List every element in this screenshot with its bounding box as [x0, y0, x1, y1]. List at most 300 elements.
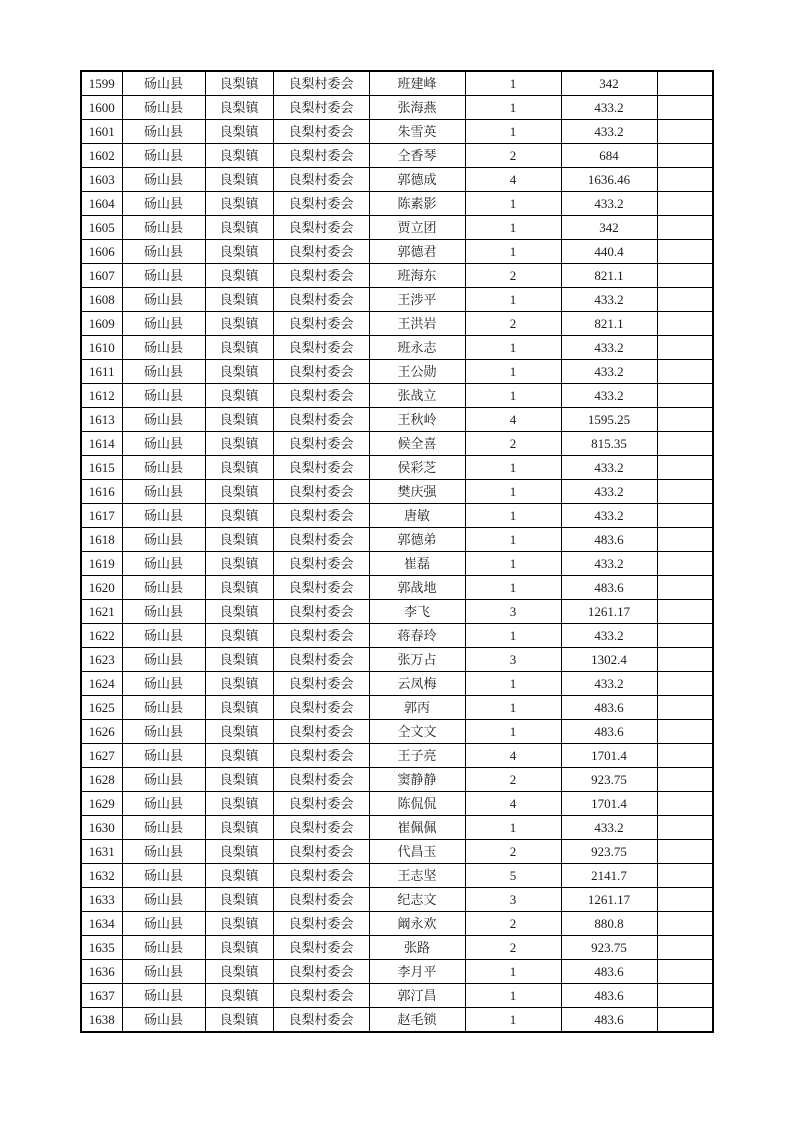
cell-town: 良梨镇 [205, 600, 273, 624]
cell-village-committee: 良梨村委会 [273, 888, 369, 912]
cell-county: 砀山县 [122, 600, 205, 624]
cell-person-name: 郭德弟 [369, 528, 465, 552]
cell-person-name: 郭战地 [369, 576, 465, 600]
cell-remark [657, 984, 713, 1008]
cell-count: 5 [465, 864, 561, 888]
cell-person-name: 崔佩佩 [369, 816, 465, 840]
cell-town: 良梨镇 [205, 720, 273, 744]
cell-remark [657, 816, 713, 840]
cell-person-name: 郭德君 [369, 240, 465, 264]
cell-remark [657, 360, 713, 384]
cell-village-committee: 良梨村委会 [273, 648, 369, 672]
cell-person-name: 云凤梅 [369, 672, 465, 696]
table-row [81, 71, 713, 96]
cell-amount: 433.2 [561, 336, 657, 360]
cell-village-committee: 良梨村委会 [273, 120, 369, 144]
cell-town: 良梨镇 [205, 696, 273, 720]
cell-amount: 433.2 [561, 192, 657, 216]
cell-town: 良梨镇 [205, 744, 273, 768]
cell-count: 1 [465, 960, 561, 984]
cell-person-name: 班永志 [369, 336, 465, 360]
cell-amount: 433.2 [561, 504, 657, 528]
cell-amount: 483.6 [561, 960, 657, 984]
cell-person-name: 王公勋 [369, 360, 465, 384]
cell-count: 1 [465, 720, 561, 744]
cell-county: 砀山县 [122, 264, 205, 288]
cell-amount: 433.2 [561, 552, 657, 576]
cell-remark [657, 912, 713, 936]
cell-count: 1 [465, 71, 561, 96]
cell-town: 良梨镇 [205, 216, 273, 240]
table-row [81, 216, 713, 240]
cell-person-name: 陈素影 [369, 192, 465, 216]
roster-table [80, 70, 714, 1033]
cell-amount: 433.2 [561, 384, 657, 408]
table-row [81, 744, 713, 768]
cell-count: 1 [465, 240, 561, 264]
table-row [81, 600, 713, 624]
table-row [81, 768, 713, 792]
cell-county: 砀山县 [122, 984, 205, 1008]
table-row [81, 648, 713, 672]
cell-serial-number: 1601 [81, 120, 122, 144]
cell-person-name: 王涉平 [369, 288, 465, 312]
cell-county: 砀山县 [122, 432, 205, 456]
cell-person-name: 贾立团 [369, 216, 465, 240]
table-row [81, 792, 713, 816]
cell-amount: 821.1 [561, 312, 657, 336]
cell-village-committee: 良梨村委会 [273, 216, 369, 240]
cell-county: 砀山县 [122, 936, 205, 960]
cell-village-committee: 良梨村委会 [273, 744, 369, 768]
cell-town: 良梨镇 [205, 648, 273, 672]
cell-count: 2 [465, 912, 561, 936]
cell-count: 3 [465, 600, 561, 624]
cell-count: 1 [465, 984, 561, 1008]
cell-count: 1 [465, 360, 561, 384]
table-row [81, 504, 713, 528]
cell-amount: 433.2 [561, 624, 657, 648]
cell-serial-number: 1620 [81, 576, 122, 600]
cell-village-committee: 良梨村委会 [273, 576, 369, 600]
cell-amount: 1636.46 [561, 168, 657, 192]
cell-county: 砀山县 [122, 336, 205, 360]
cell-remark [657, 456, 713, 480]
cell-serial-number: 1624 [81, 672, 122, 696]
cell-town: 良梨镇 [205, 888, 273, 912]
table-row [81, 672, 713, 696]
table-row [81, 480, 713, 504]
cell-remark [657, 528, 713, 552]
cell-count: 1 [465, 288, 561, 312]
cell-count: 1 [465, 504, 561, 528]
table-row [81, 336, 713, 360]
cell-village-committee: 良梨村委会 [273, 528, 369, 552]
cell-county: 砀山县 [122, 216, 205, 240]
cell-person-name: 王秋岭 [369, 408, 465, 432]
cell-county: 砀山县 [122, 744, 205, 768]
cell-amount: 684 [561, 144, 657, 168]
cell-amount: 433.2 [561, 672, 657, 696]
cell-town: 良梨镇 [205, 432, 273, 456]
cell-serial-number: 1637 [81, 984, 122, 1008]
cell-town: 良梨镇 [205, 864, 273, 888]
cell-person-name: 李飞 [369, 600, 465, 624]
cell-remark [657, 648, 713, 672]
cell-remark [657, 71, 713, 96]
cell-town: 良梨镇 [205, 96, 273, 120]
cell-county: 砀山县 [122, 720, 205, 744]
cell-village-committee: 良梨村委会 [273, 864, 369, 888]
cell-remark [657, 552, 713, 576]
cell-serial-number: 1629 [81, 792, 122, 816]
cell-person-name: 窦静静 [369, 768, 465, 792]
cell-amount: 433.2 [561, 120, 657, 144]
cell-amount: 483.6 [561, 696, 657, 720]
cell-village-committee: 良梨村委会 [273, 552, 369, 576]
cell-amount: 483.6 [561, 528, 657, 552]
cell-person-name: 候全喜 [369, 432, 465, 456]
cell-count: 1 [465, 456, 561, 480]
cell-serial-number: 1634 [81, 912, 122, 936]
cell-county: 砀山县 [122, 912, 205, 936]
cell-serial-number: 1632 [81, 864, 122, 888]
cell-serial-number: 1626 [81, 720, 122, 744]
cell-serial-number: 1619 [81, 552, 122, 576]
cell-count: 1 [465, 96, 561, 120]
cell-count: 1 [465, 552, 561, 576]
cell-amount: 1261.17 [561, 600, 657, 624]
cell-remark [657, 216, 713, 240]
cell-town: 良梨镇 [205, 504, 273, 528]
cell-person-name: 班海东 [369, 264, 465, 288]
cell-village-committee: 良梨村委会 [273, 768, 369, 792]
cell-remark [657, 192, 713, 216]
cell-village-committee: 良梨村委会 [273, 1008, 369, 1033]
cell-county: 砀山县 [122, 144, 205, 168]
cell-county: 砀山县 [122, 888, 205, 912]
cell-count: 2 [465, 936, 561, 960]
cell-town: 良梨镇 [205, 624, 273, 648]
cell-village-committee: 良梨村委会 [273, 336, 369, 360]
cell-remark [657, 384, 713, 408]
cell-serial-number: 1616 [81, 480, 122, 504]
table-row [81, 1008, 713, 1033]
cell-serial-number: 1625 [81, 696, 122, 720]
cell-village-committee: 良梨村委会 [273, 624, 369, 648]
cell-town: 良梨镇 [205, 264, 273, 288]
cell-county: 砀山县 [122, 1008, 205, 1033]
cell-remark [657, 864, 713, 888]
cell-person-name: 张路 [369, 936, 465, 960]
cell-serial-number: 1614 [81, 432, 122, 456]
cell-remark [657, 168, 713, 192]
cell-amount: 342 [561, 71, 657, 96]
cell-remark [657, 720, 713, 744]
cell-count: 1 [465, 528, 561, 552]
cell-amount: 1701.4 [561, 744, 657, 768]
cell-person-name: 纪志文 [369, 888, 465, 912]
cell-amount: 483.6 [561, 576, 657, 600]
cell-remark [657, 120, 713, 144]
cell-village-committee: 良梨村委会 [273, 936, 369, 960]
cell-village-committee: 良梨村委会 [273, 432, 369, 456]
cell-county: 砀山县 [122, 840, 205, 864]
cell-count: 2 [465, 264, 561, 288]
cell-count: 4 [465, 408, 561, 432]
cell-amount: 433.2 [561, 480, 657, 504]
cell-county: 砀山县 [122, 71, 205, 96]
cell-remark [657, 480, 713, 504]
cell-county: 砀山县 [122, 240, 205, 264]
cell-village-committee: 良梨村委会 [273, 144, 369, 168]
table-row [81, 696, 713, 720]
cell-town: 良梨镇 [205, 792, 273, 816]
cell-remark [657, 1008, 713, 1033]
cell-county: 砀山县 [122, 504, 205, 528]
cell-count: 1 [465, 1008, 561, 1033]
cell-remark [657, 624, 713, 648]
cell-town: 良梨镇 [205, 456, 273, 480]
cell-village-committee: 良梨村委会 [273, 71, 369, 96]
cell-town: 良梨镇 [205, 71, 273, 96]
cell-town: 良梨镇 [205, 168, 273, 192]
cell-count: 1 [465, 480, 561, 504]
table-row [81, 888, 713, 912]
cell-person-name: 郭汀昌 [369, 984, 465, 1008]
table-row [81, 912, 713, 936]
cell-serial-number: 1615 [81, 456, 122, 480]
cell-count: 4 [465, 744, 561, 768]
cell-town: 良梨镇 [205, 408, 273, 432]
cell-count: 1 [465, 120, 561, 144]
cell-town: 良梨镇 [205, 192, 273, 216]
cell-town: 良梨镇 [205, 912, 273, 936]
cell-village-committee: 良梨村委会 [273, 192, 369, 216]
cell-town: 良梨镇 [205, 336, 273, 360]
cell-county: 砀山县 [122, 624, 205, 648]
cell-county: 砀山县 [122, 552, 205, 576]
cell-serial-number: 1604 [81, 192, 122, 216]
cell-serial-number: 1612 [81, 384, 122, 408]
cell-serial-number: 1605 [81, 216, 122, 240]
cell-serial-number: 1610 [81, 336, 122, 360]
table-row [81, 960, 713, 984]
cell-village-committee: 良梨村委会 [273, 720, 369, 744]
cell-village-committee: 良梨村委会 [273, 792, 369, 816]
cell-village-committee: 良梨村委会 [273, 168, 369, 192]
cell-count: 3 [465, 888, 561, 912]
cell-person-name: 郭德成 [369, 168, 465, 192]
cell-county: 砀山县 [122, 192, 205, 216]
table-body [81, 71, 713, 1032]
table-row [81, 576, 713, 600]
cell-remark [657, 504, 713, 528]
cell-village-committee: 良梨村委会 [273, 408, 369, 432]
cell-town: 良梨镇 [205, 312, 273, 336]
cell-county: 砀山县 [122, 288, 205, 312]
cell-count: 4 [465, 168, 561, 192]
cell-remark [657, 960, 713, 984]
cell-serial-number: 1633 [81, 888, 122, 912]
cell-serial-number: 1607 [81, 264, 122, 288]
cell-village-committee: 良梨村委会 [273, 96, 369, 120]
cell-county: 砀山县 [122, 576, 205, 600]
cell-county: 砀山县 [122, 96, 205, 120]
cell-amount: 433.2 [561, 360, 657, 384]
cell-person-name: 赵毛锁 [369, 1008, 465, 1033]
cell-amount: 440.4 [561, 240, 657, 264]
cell-remark [657, 744, 713, 768]
cell-remark [657, 600, 713, 624]
cell-town: 良梨镇 [205, 480, 273, 504]
cell-amount: 433.2 [561, 456, 657, 480]
cell-county: 砀山县 [122, 384, 205, 408]
cell-village-committee: 良梨村委会 [273, 816, 369, 840]
cell-person-name: 陈侃侃 [369, 792, 465, 816]
cell-serial-number: 1621 [81, 600, 122, 624]
cell-amount: 2141.7 [561, 864, 657, 888]
table-row [81, 840, 713, 864]
cell-village-committee: 良梨村委会 [273, 480, 369, 504]
cell-village-committee: 良梨村委会 [273, 600, 369, 624]
cell-serial-number: 1617 [81, 504, 122, 528]
table-row [81, 936, 713, 960]
cell-serial-number: 1600 [81, 96, 122, 120]
cell-remark [657, 312, 713, 336]
cell-county: 砀山县 [122, 408, 205, 432]
cell-serial-number: 1602 [81, 144, 122, 168]
cell-person-name: 朱雪英 [369, 120, 465, 144]
cell-count: 2 [465, 840, 561, 864]
table-row [81, 456, 713, 480]
cell-serial-number: 1638 [81, 1008, 122, 1033]
cell-remark [657, 672, 713, 696]
cell-village-committee: 良梨村委会 [273, 264, 369, 288]
cell-remark [657, 336, 713, 360]
cell-county: 砀山县 [122, 792, 205, 816]
cell-remark [657, 840, 713, 864]
cell-person-name: 张战立 [369, 384, 465, 408]
cell-person-name: 樊庆强 [369, 480, 465, 504]
cell-village-committee: 良梨村委会 [273, 696, 369, 720]
cell-count: 1 [465, 816, 561, 840]
cell-amount: 1261.17 [561, 888, 657, 912]
cell-amount: 483.6 [561, 984, 657, 1008]
cell-village-committee: 良梨村委会 [273, 384, 369, 408]
cell-remark [657, 96, 713, 120]
table-row [81, 240, 713, 264]
cell-remark [657, 144, 713, 168]
cell-count: 1 [465, 576, 561, 600]
cell-amount: 433.2 [561, 816, 657, 840]
cell-town: 良梨镇 [205, 144, 273, 168]
cell-remark [657, 264, 713, 288]
cell-amount: 815.35 [561, 432, 657, 456]
table-row [81, 120, 713, 144]
cell-remark [657, 288, 713, 312]
cell-serial-number: 1603 [81, 168, 122, 192]
cell-person-name: 李月平 [369, 960, 465, 984]
cell-amount: 433.2 [561, 96, 657, 120]
cell-serial-number: 1636 [81, 960, 122, 984]
cell-town: 良梨镇 [205, 120, 273, 144]
cell-remark [657, 888, 713, 912]
cell-village-committee: 良梨村委会 [273, 288, 369, 312]
cell-count: 2 [465, 768, 561, 792]
cell-county: 砀山县 [122, 648, 205, 672]
table-row [81, 624, 713, 648]
cell-town: 良梨镇 [205, 360, 273, 384]
table-row [81, 864, 713, 888]
cell-amount: 923.75 [561, 840, 657, 864]
cell-amount: 483.6 [561, 1008, 657, 1033]
cell-person-name: 仝香琴 [369, 144, 465, 168]
cell-serial-number: 1628 [81, 768, 122, 792]
cell-town: 良梨镇 [205, 960, 273, 984]
cell-town: 良梨镇 [205, 1008, 273, 1033]
cell-count: 2 [465, 144, 561, 168]
cell-remark [657, 768, 713, 792]
cell-amount: 923.75 [561, 936, 657, 960]
table-row [81, 192, 713, 216]
cell-town: 良梨镇 [205, 984, 273, 1008]
cell-town: 良梨镇 [205, 552, 273, 576]
cell-person-name: 王洪岩 [369, 312, 465, 336]
cell-count: 4 [465, 792, 561, 816]
cell-county: 砀山县 [122, 120, 205, 144]
cell-town: 良梨镇 [205, 816, 273, 840]
table-row [81, 96, 713, 120]
cell-serial-number: 1623 [81, 648, 122, 672]
cell-serial-number: 1627 [81, 744, 122, 768]
cell-count: 1 [465, 336, 561, 360]
cell-county: 砀山县 [122, 864, 205, 888]
cell-count: 1 [465, 696, 561, 720]
cell-remark [657, 696, 713, 720]
cell-county: 砀山县 [122, 960, 205, 984]
cell-village-committee: 良梨村委会 [273, 504, 369, 528]
cell-amount: 433.2 [561, 288, 657, 312]
cell-serial-number: 1635 [81, 936, 122, 960]
cell-town: 良梨镇 [205, 840, 273, 864]
cell-county: 砀山县 [122, 696, 205, 720]
cell-county: 砀山县 [122, 360, 205, 384]
table-row [81, 360, 713, 384]
cell-amount: 342 [561, 216, 657, 240]
cell-town: 良梨镇 [205, 528, 273, 552]
table-row [81, 528, 713, 552]
cell-village-committee: 良梨村委会 [273, 912, 369, 936]
cell-count: 1 [465, 672, 561, 696]
cell-village-committee: 良梨村委会 [273, 456, 369, 480]
cell-village-committee: 良梨村委会 [273, 240, 369, 264]
cell-person-name: 仝文文 [369, 720, 465, 744]
cell-person-name: 代昌玉 [369, 840, 465, 864]
table-row [81, 144, 713, 168]
cell-person-name: 郭丙 [369, 696, 465, 720]
cell-town: 良梨镇 [205, 240, 273, 264]
cell-village-committee: 良梨村委会 [273, 840, 369, 864]
cell-amount: 483.6 [561, 720, 657, 744]
cell-village-committee: 良梨村委会 [273, 960, 369, 984]
cell-count: 2 [465, 432, 561, 456]
cell-amount: 923.75 [561, 768, 657, 792]
cell-village-committee: 良梨村委会 [273, 312, 369, 336]
table-row [81, 384, 713, 408]
cell-serial-number: 1618 [81, 528, 122, 552]
cell-count: 1 [465, 384, 561, 408]
